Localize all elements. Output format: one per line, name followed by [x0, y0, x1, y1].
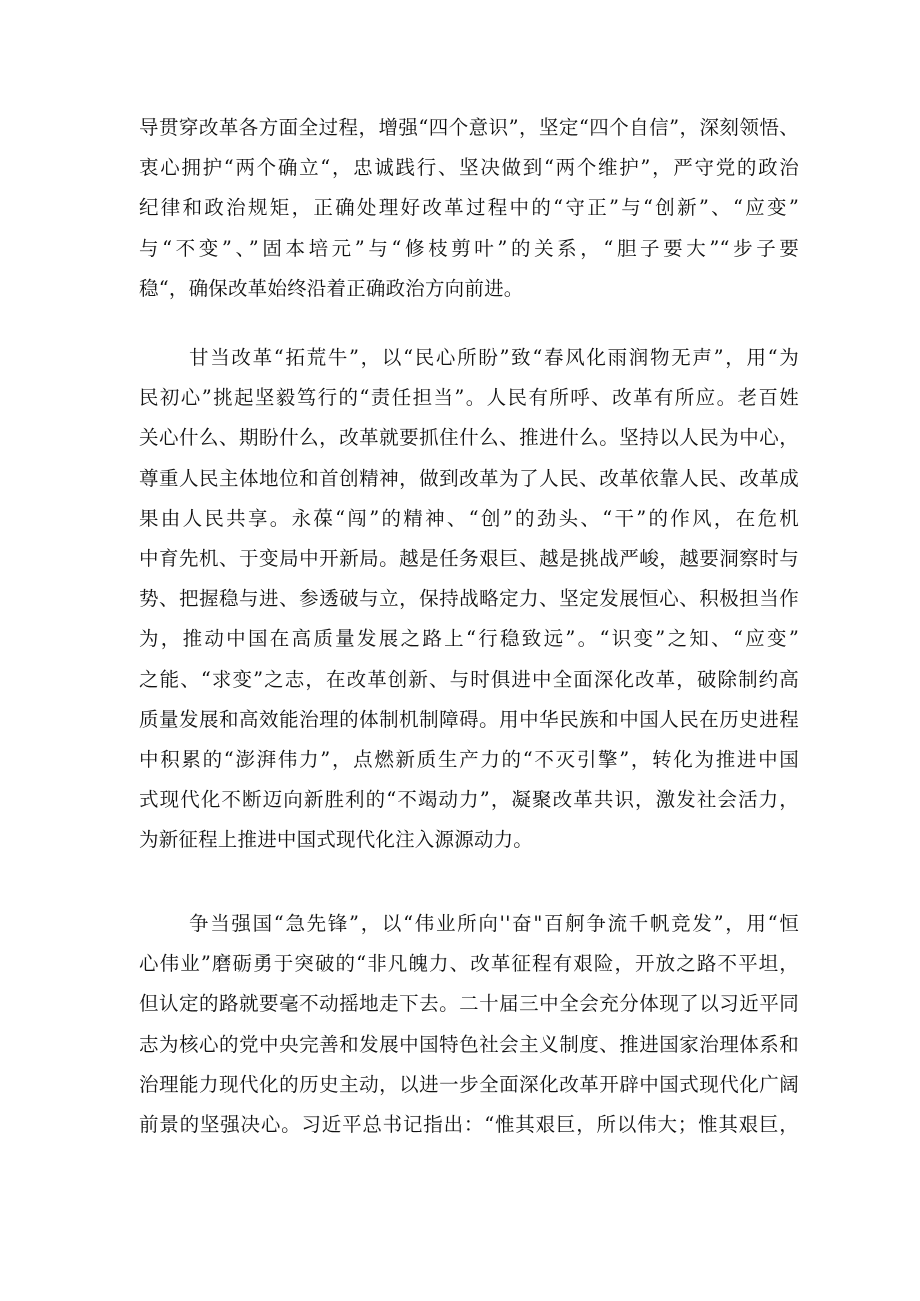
paragraph-line: 中积累的“澎湃伟力”，点燃新质生产力的“不灭引擎”，转化为推进中国 [139, 747, 799, 771]
paragraph-3 [139, 904, 799, 1145]
paragraph-line: 治理能力现代化的历史主动，以进一步全面深化改革开辟中国式现代化广阔 [139, 1072, 799, 1096]
paragraph-line: 为新征程上推进中国式现代化注入源源动力。 [139, 828, 534, 852]
paragraph-line: 尊重人民主体地位和首创精神，做到改革为了人民、改革依靠人民、改革成 [139, 466, 799, 490]
paragraph-line: 争当强国“急先锋”，以“伟业所向''奋"百舸争流千帆竞发”，用“恒 [189, 912, 799, 935]
paragraph-line: 式现代化不断迈向新胜利的“不竭动力”，凝聚改革共识，激发社会活力， [139, 788, 799, 812]
paragraph-line: 势、把握稳与进、参透破与立，保持战略定力、坚定发展恒心、积极担当作 [139, 587, 799, 611]
paragraph-line: 为，推动中国在高质量发展之路上“行稳致远”。“识变”之知、“应变” [139, 627, 799, 651]
paragraph-line: 民初心”挑起坚毅笃行的“责任担当”。人民有所呼、改革有所应。老百姓 [139, 386, 799, 410]
paragraph-1 [139, 108, 799, 309]
paragraph-line: 纪律和政治规矩，正确处理好改革过程中的“守正”与“创新”、“应变” [139, 196, 799, 220]
paragraph-line: 导贯穿改革各方面全过程，增强“四个意识”，坚定“四个自信”，深刻领悟、 [139, 116, 799, 139]
paragraph-line: 前景的坚强决心。习近平总书记指出：“惟其艰巨，所以伟大；惟其艰巨， [139, 1112, 799, 1136]
paragraph-line: 质量发展和高效能治理的体制机制障碍。用中华民族和中国人民在历史进程 [139, 707, 799, 731]
paragraph-line: 志为核心的党中央完善和发展中国特色社会主义制度、推进国家治理体系和 [139, 1032, 799, 1056]
paragraph-line: 甘当改革“拓荒牛”，以“民心所盼”致“春风化雨润物无声”，用“为 [189, 346, 799, 369]
paragraph-line: 衷心拥护“两个确立“，忠诚践行、坚决做到“两个维护”，严守党的政治 [139, 156, 799, 180]
paragraph-line: 但认定的路就要毫不动摇地走下去。二十届三中全会充分体现了以习近平同 [139, 992, 799, 1016]
paragraph-line: 之能、“求变”之志，在改革创新、与时俱进中全面深化改革，破除制约高 [139, 667, 799, 691]
paragraph-line: 心伟业”磨砺勇于突破的“非凡魄力、改革征程有艰险，开放之路不平坦， [139, 952, 799, 976]
paragraph-line: 中育先机、于变局中开新局。越是任务艰巨、越是挑战严峻，越要洞察时与 [139, 546, 799, 570]
paragraph-line: 与“不变”、”固本培元”与“修枝剪叶”的关系，“胆子要大”“步子要 [139, 236, 799, 260]
paragraph-2 [139, 338, 799, 860]
paragraph-line: 关心什么、期盼什么，改革就要抓住什么、推进什么。坚持以人民为中心， [139, 426, 799, 450]
paragraph-line: 稳“，确保改革始终沿着正确政治方向前进。 [139, 276, 524, 300]
paragraph-line: 果由人民共享。永葆“闯”的精神、“创”的劲头、“干”的作风，在危机 [139, 506, 799, 530]
